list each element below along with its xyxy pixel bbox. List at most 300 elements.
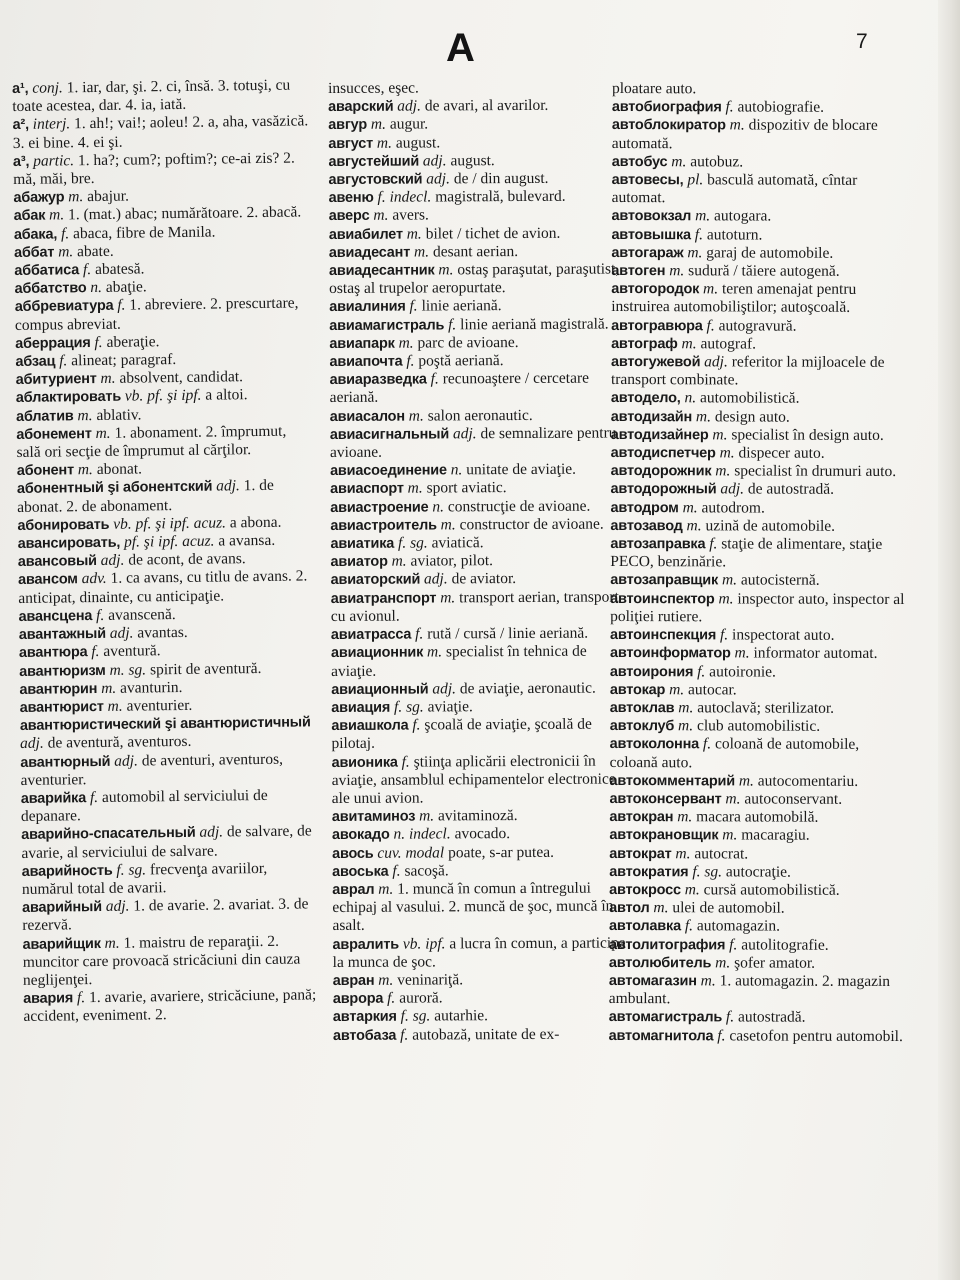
definition: inspectorat auto. (732, 626, 835, 644)
dictionary-entry (611, 426, 911, 445)
dictionary-entry (330, 552, 626, 572)
headword: августовский (328, 171, 423, 189)
grammar-label: interj. (32, 115, 71, 134)
grammar-label: m. (719, 444, 735, 462)
headword: авиадесант (328, 244, 411, 261)
dictionary-entry (328, 169, 624, 189)
headword: автоконсервант (609, 790, 722, 808)
dictionary-entry (611, 353, 911, 390)
headword: автокран (609, 809, 674, 826)
headword: абонемент (16, 425, 92, 443)
grammar-label: m. (440, 589, 456, 607)
definition: avers. (392, 206, 429, 225)
definition: insucces, eşec. (328, 79, 419, 97)
definition: aviator, pilot. (410, 552, 494, 570)
grammar-label: adj. (720, 480, 745, 498)
grammar-label: adv. (81, 570, 107, 588)
headword: автодизайн (610, 408, 693, 425)
grammar-label: m. (695, 207, 711, 225)
grammar-label: f. (392, 862, 401, 880)
headword: авиатранспорт (330, 590, 437, 607)
headword: абитуриент (15, 371, 97, 389)
headword: аверс (328, 208, 370, 225)
dictionary-entry (330, 406, 626, 426)
headword: авран (332, 972, 375, 989)
definition: club automobilistic. (696, 717, 821, 735)
headword: аблатив (16, 407, 74, 425)
definition: 1. de avarie. 2. avariat. 3. de rezervă. (22, 895, 309, 935)
grammar-label: adj. (452, 425, 477, 443)
grammar-label: f. (709, 535, 718, 553)
definition: a avansa. (218, 531, 276, 550)
definition: specialist în drumuri auto. (734, 462, 897, 481)
definition: ploatare auto. (611, 80, 697, 98)
dictionary-entry (330, 534, 626, 554)
headword: абажур (13, 189, 65, 207)
dictionary-entry (609, 826, 909, 845)
definition: sacoşă. (404, 862, 449, 880)
dictionary-entry (330, 424, 626, 462)
grammar-label: f. (59, 352, 68, 370)
headword: автогужевой (610, 354, 701, 371)
dictionary-entry (329, 242, 625, 262)
definition: autogara. (714, 207, 772, 225)
definition: august. (395, 134, 441, 152)
dictionary-entry (333, 970, 629, 990)
definition: aviaţie. (427, 698, 473, 716)
definition: autocisternă. (740, 571, 820, 590)
headword: автобус (611, 153, 668, 171)
definition: august. (450, 151, 495, 170)
dictionary-entry (611, 244, 911, 263)
grammar-label: m. (77, 461, 93, 479)
headword: автомагнитола (608, 1027, 714, 1044)
definition: aberaţie. (106, 333, 160, 351)
definition: 1. (mat.) abac; numărătoare. 2. abacă. (67, 203, 302, 224)
definition: autobază, unitate de ex- (412, 1025, 560, 1044)
dictionary-entry (610, 772, 910, 791)
headword: автодорожник (610, 463, 712, 480)
definition: referitor la mijloacele de transport combinate. (610, 353, 885, 389)
dictionary-entry (331, 588, 627, 626)
grammar-label: m. (407, 479, 423, 498)
dictionary-entry (609, 954, 909, 973)
headword: авралить (332, 936, 400, 953)
dictionary-entry (12, 113, 308, 153)
definition: autodrom. (701, 498, 765, 517)
definition: avantas. (137, 623, 188, 642)
dictionary-entry (16, 422, 312, 462)
grammar-label: m. (681, 335, 697, 353)
dictionary-entry (331, 697, 627, 717)
definition: aventurier. (126, 696, 193, 715)
definition: automobilistică. (699, 389, 800, 408)
headword: авиаторский (330, 572, 421, 589)
definition: autobuz. (690, 153, 744, 171)
dictionary-entry (611, 408, 911, 427)
headword: аварийность (21, 862, 113, 880)
dictionary-entry (329, 297, 625, 317)
headword: авиасалон (329, 408, 405, 425)
dictionary-entry (610, 517, 910, 536)
grammar-label: m. (715, 462, 731, 480)
definition: poate, s-ar putea. (448, 843, 555, 861)
definition: cursă automobilistică. (703, 881, 840, 899)
headword: аблактировать (15, 389, 122, 407)
grammar-label: m. (438, 261, 454, 279)
definition: spirit de aventură. (149, 659, 262, 678)
headword: авантажный (18, 625, 106, 644)
headword: авиапочта (329, 353, 403, 371)
dictionary-entry (610, 717, 910, 736)
grammar-label: m. (398, 334, 414, 352)
dictionary-entry (611, 317, 911, 336)
headword: авансцена (18, 607, 93, 625)
headword: автоколонна (609, 736, 700, 753)
dictionary-entry (332, 934, 628, 972)
grammar-label: m. (378, 971, 394, 989)
definition: de / din august. (453, 169, 549, 188)
grammar-label: f. (697, 662, 706, 680)
dictionary-entry (612, 116, 912, 153)
grammar-label: m. (715, 954, 731, 972)
definition: sport aviatic. (426, 479, 507, 497)
definition: de salvare, de avarie, al serviciului de salvare. (21, 822, 312, 862)
definition: ostaş paraşutat, paraşutist, ostaş al trupelor aeropurtate. (329, 260, 620, 298)
dictionary-entry (330, 497, 626, 517)
headword: авансовый (17, 553, 97, 571)
dictionary-entry (610, 626, 910, 645)
definition: salon aeronautic. (427, 406, 533, 425)
dictionary-entry (328, 97, 624, 117)
dictionary-entry (330, 461, 626, 481)
grammar-label: pf. şi ipf. acuz. (123, 532, 215, 551)
headword: авантюрин (19, 680, 98, 698)
definition: bilet / tichet de avion. (425, 224, 561, 243)
definition: abaţie. (105, 278, 147, 297)
definition: specialist în design auto. (731, 426, 884, 444)
grammar-label: m. (682, 498, 698, 516)
dictionary-entry (328, 133, 624, 153)
definition: construcţie de avioane. (447, 497, 591, 516)
grammar-label: adj. (704, 353, 728, 371)
grammar-label: f. (430, 370, 439, 388)
grammar-label: f. (717, 1026, 726, 1044)
grammar-label: f. sg. (393, 698, 424, 716)
definition: specialist în tehnica de aviaţie. (331, 642, 587, 680)
headword: аварийный (22, 899, 103, 917)
headword: автогараж (611, 244, 684, 262)
grammar-label: f. sg. (116, 861, 147, 879)
dictionary-entry (331, 625, 627, 645)
grammar-label: adj. (109, 624, 134, 642)
definition: 1. maistru de reparaţii. 2. muncitor care provoacă stricăciuni din cauza neglijenţei. (22, 932, 301, 989)
grammar-label: adj. (426, 170, 450, 188)
headword: авитаминоз (331, 808, 416, 826)
grammar-label: n. (684, 389, 697, 407)
headword: авиационный (331, 681, 429, 698)
headword: авиаразведка (329, 371, 427, 389)
definition: dispozitiv de blocare automată. (611, 116, 878, 152)
definition: autoironie. (709, 662, 776, 681)
definition: autarhie. (434, 1007, 489, 1025)
definition: uzină de automobile. (705, 517, 836, 535)
grammar-label: m. (712, 426, 728, 444)
headword: автобаза (332, 1027, 397, 1044)
dictionary-entry (18, 568, 314, 608)
grammar-label: m. (104, 934, 120, 952)
definition: autograf. (700, 335, 757, 353)
grammar-label: m. (734, 644, 750, 662)
dictionary-entry (609, 936, 909, 955)
definition: teren amenajat pentru instruirea automobiliştilor; autoşcoală. (611, 280, 857, 317)
dictionary-entry (610, 590, 910, 627)
grammar-label: f. (60, 224, 70, 243)
grammar-label: f. (412, 716, 421, 734)
headword: a³, (12, 153, 30, 170)
headword: август (328, 135, 374, 152)
headword: авиабилет (328, 226, 403, 243)
headword: автозаправка (610, 536, 706, 553)
dictionary-entry (20, 713, 316, 753)
dictionary-entry (21, 786, 317, 826)
grammar-label: n. (90, 279, 103, 297)
grammar-label: m. (687, 244, 703, 262)
headword: автоген (611, 263, 666, 280)
headword: автолюбитель (608, 954, 712, 972)
definition: de autostradă. (747, 480, 835, 499)
definition: autoclavă; sterilizator. (697, 699, 835, 717)
headword: аббат (14, 244, 55, 261)
headword: автоблокиратор (611, 117, 726, 134)
definition: absolvent, candidat. (119, 368, 244, 387)
headword: автоинформатор (609, 645, 731, 662)
definition: de semnalizare pentru avioane. (329, 424, 617, 462)
definition: ulei de automobil. (672, 899, 785, 917)
definition: avanturin. (119, 678, 183, 697)
definition: staţie de alimentare, staţie PECO, benzinărie. (610, 535, 883, 571)
dictionary-entry (611, 262, 911, 281)
headword: автодром (610, 499, 679, 516)
definition: 1. iar, dar, şi. 2. ci, însă. 3. totuşi, cu toate acestea, dar. 4. ia, iată. (12, 76, 291, 116)
dictionary-entry (610, 699, 910, 718)
definition: frecvenţa avariilor, numărul total de avarii. (21, 859, 268, 898)
grammar-label: f. (387, 989, 396, 1007)
definition: abajur. (87, 187, 130, 206)
headword: автомагистраль (608, 1009, 723, 1026)
headword: автократия (609, 863, 689, 881)
definition: unitate de aviaţie. (466, 460, 577, 479)
definition: abaca, fibre de Manila. (72, 223, 216, 242)
grammar-label: m. (729, 116, 745, 134)
dictionary-entry (329, 333, 625, 353)
definition: 1. abonament. 2. împrumut, sală ori secţie de împrumut al cărţilor. (16, 422, 287, 462)
grammar-label: vb. pf. şi ipf. (124, 387, 202, 406)
grammar-label: adj. (199, 823, 224, 842)
grammar-label: f. (719, 626, 729, 644)
headword: автокросс (609, 881, 681, 899)
headword: автогравюра (611, 317, 703, 334)
headword: авиастроение (330, 499, 429, 516)
dictionary-entry (333, 989, 629, 1009)
grammar-label: adj. (100, 551, 125, 570)
dictionary-entry (14, 204, 310, 226)
grammar-label: m. (378, 880, 394, 898)
grammar-label: adj. (20, 734, 44, 753)
definition: 1. de abonat. 2. de abonament. (17, 477, 274, 516)
grammar-label: m. (440, 516, 456, 534)
definition: ştiinţa aplicării electronicii în aviaţie, ansamblul echipamentelor electronice ale unui avion. (331, 752, 616, 807)
dictionary-entry (331, 570, 627, 590)
definition: macaragiu. (741, 826, 810, 845)
dictionary-entry (611, 480, 911, 499)
definition: 1. ah!; vai!; aoleu! 2. a, aha, vasăzică. 3. ei bine. 4. ei şi. (12, 112, 309, 152)
dictionary-entry (611, 226, 911, 245)
grammar-label: f. (96, 606, 105, 624)
definition: de acont, de avans. (128, 550, 246, 569)
grammar-label: f. sg. (397, 534, 428, 552)
grammar-label: f. (729, 935, 738, 953)
grammar-label: m. (426, 643, 443, 661)
dictionary-entry (612, 98, 912, 117)
grammar-label: m. (68, 188, 84, 206)
grammar-label: m. (721, 571, 738, 589)
grammar-label: m. (669, 262, 685, 280)
column-3 (609, 80, 912, 1046)
headword: абака, (13, 226, 58, 243)
headword: автозаправщик (610, 572, 719, 589)
definition: avitaminoză. (437, 807, 518, 825)
headword: авионика (331, 754, 398, 771)
grammar-label: m. (101, 679, 117, 697)
definition: aviatică. (431, 534, 484, 552)
dictionary-entry (15, 295, 311, 335)
definition: magistrală, bulevard. (435, 187, 566, 206)
dictionary-entry (328, 151, 624, 171)
dictionary-entry (329, 351, 625, 371)
definition: 1. muncă în comun a întregului echipaj al vasului. 2. muncă de şoc, muncă în asalt. (332, 879, 614, 935)
definition: autogravură. (718, 317, 797, 335)
grammar-label: m. (725, 790, 741, 808)
definition: automobil al serviciului de depanare. (20, 786, 268, 826)
definition: design auto. (714, 408, 790, 426)
grammar-label: f. (76, 989, 86, 1007)
headword: автоклав (609, 699, 675, 717)
headword: авиаспорт (330, 481, 404, 498)
grammar-label: adj. (397, 97, 422, 115)
headword: автобиография (611, 99, 722, 116)
headword: авансом (18, 571, 78, 589)
headword: автодизайнер (610, 426, 709, 444)
grammar-label: conj. (32, 79, 63, 97)
definition: augur. (389, 115, 429, 134)
headword: автограф (611, 335, 678, 353)
dictionary-entry (23, 986, 319, 1026)
dictionary-entry (21, 823, 317, 863)
definition: autoturn. (706, 225, 763, 244)
definition: sudură / tăiere autogenă. (688, 262, 840, 280)
grammar-label: vb. pf. şi ipf. acuz. (113, 514, 227, 533)
headword: автозавод (610, 517, 683, 535)
definition: poştă aeriană. (418, 352, 504, 370)
definition: 1. avarie, avariere, stricăciune, pană; accident, eveniment. 2. (23, 986, 317, 1026)
grammar-label: m. (58, 243, 74, 261)
dictionary-entry (332, 752, 628, 808)
definition: autocrat. (694, 844, 749, 863)
dictionary-entry (332, 825, 628, 845)
headword: авиалиния (329, 299, 406, 316)
grammar-label: m. (684, 881, 700, 899)
headword: автокрановщик (609, 827, 719, 844)
headword: аббатиса (14, 262, 80, 280)
headword: автодело, (610, 390, 681, 407)
grammar-label: m. (671, 153, 687, 171)
grammar-label: m. (48, 206, 65, 224)
grammar-label: m. (406, 225, 422, 243)
grammar-label: m. (408, 407, 424, 425)
definition: a altoi. (205, 386, 248, 405)
headword: абонировать (17, 516, 110, 534)
headword: автоинспекция (610, 627, 717, 644)
dictionary-entry (20, 750, 316, 790)
definition: abatesă. (94, 260, 145, 279)
dictionary-entry (611, 280, 911, 317)
headword: a¹, (12, 80, 29, 97)
grammar-label: adj. (423, 570, 448, 588)
grammar-label: m. (718, 590, 734, 608)
headword: авиасоединение (330, 462, 447, 480)
grammar-label: f. (401, 753, 410, 771)
definition: aventură. (103, 642, 161, 661)
dictionary-entry (330, 479, 626, 499)
headword: авантюрный (20, 753, 111, 771)
dictionary-entry (333, 1007, 629, 1027)
definition: autolitografie. (741, 936, 829, 954)
grammar-label: f. (415, 625, 424, 643)
grammar-label: m. (738, 772, 754, 790)
dictionary-entry (22, 932, 319, 990)
dictionary-entry (329, 315, 625, 335)
definition: rută / cursă / linie aeriană. (427, 624, 589, 643)
dictionary-entry (328, 78, 624, 98)
headword: авиатика (330, 535, 395, 553)
dictionary-entry (609, 917, 909, 936)
dictionary-entry (329, 206, 625, 226)
grammar-label: m. (677, 808, 693, 826)
headword: авиадесантник (328, 262, 435, 280)
grammar-label: f. sg. (400, 1007, 431, 1025)
grammar-label: f. (117, 297, 126, 315)
headword: аббревиатура (14, 298, 114, 316)
headword: автогородок (611, 281, 700, 298)
definition: parc de avioane. (417, 333, 519, 352)
headword: аврора (332, 990, 384, 1008)
definition: autoconservant. (744, 790, 843, 808)
definition: desant aerian. (432, 242, 519, 261)
headword: авантюрист (19, 698, 104, 716)
definition: transport aerian, transport cu avionul. (330, 588, 619, 625)
grammar-label: f. (448, 315, 457, 334)
headword: аберрация (15, 334, 91, 352)
grammar-label: n. (450, 461, 463, 479)
headword: авоська (332, 863, 389, 880)
definition: garaj de automobile. (706, 244, 834, 262)
definition: şcoală de aviaţie, şcoală de pilotaj. (331, 715, 592, 753)
headword: августейший (328, 153, 420, 170)
dictionary-entry (611, 389, 911, 408)
grammar-label: partic. (33, 152, 75, 170)
headword: авантюризм (19, 662, 106, 680)
